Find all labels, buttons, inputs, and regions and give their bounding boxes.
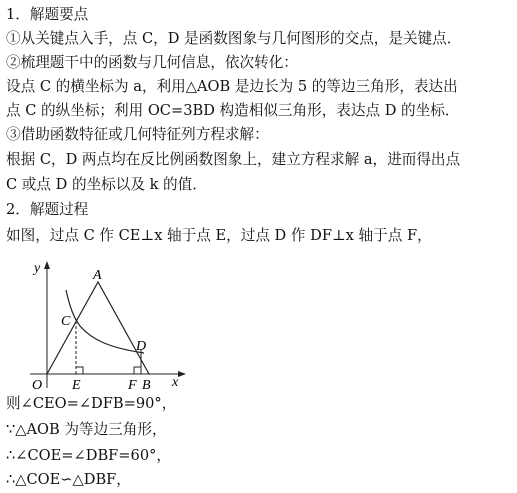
label-o: O: [32, 378, 43, 391]
geometry-figure: [22, 256, 192, 391]
section1-point2: ②梳理题干中的函数与几何信息，依次转化：: [6, 54, 298, 71]
label-c: C: [61, 314, 71, 329]
x-axis-arrow: [178, 371, 186, 377]
section1-point3: ③借助函数特征或几何特征列方程求解：: [6, 126, 269, 143]
label-f: F: [128, 378, 137, 391]
label-x: x: [172, 375, 179, 390]
section1-line7: C 或点 D 的坐标以及 k 的值．: [6, 176, 207, 193]
section1-line3: 设点 C 的横坐标为 a，利用△AOB 是边长为 5 的等边三角形，表达出: [6, 78, 458, 95]
label-b: B: [142, 378, 151, 391]
step-3: ∴∠COE=∠DBF=60°，: [6, 447, 171, 464]
right-angle-e: [76, 367, 83, 374]
section1-title: 1．解题要点: [6, 6, 89, 23]
label-e: E: [72, 378, 81, 391]
right-angle-f: [134, 367, 141, 374]
section2-intro: 如图，过点 C 作 CE⊥x 轴于点 E，过点 D 作 DF⊥x 轴于点 F，: [6, 227, 432, 244]
step-2: ∵△AOB 为等边三角形，: [6, 421, 167, 438]
y-axis-arrow: [44, 261, 50, 269]
step-1: 则∠CEO=∠DFB=90°，: [6, 395, 177, 412]
step-4: ∴△COE∽△DBF，: [6, 471, 131, 488]
label-y: y: [34, 261, 41, 276]
section2-title: 2．解题过程: [6, 201, 89, 218]
section1-line4: 点 C 的纵坐标；利用 OC=3BD 构造相似三角形，表达点 D 的坐标．: [6, 102, 460, 119]
section1-line6: 根据 C，D 两点均在反比例函数图象上，建立方程求解 a，进而得出点: [6, 151, 461, 168]
section1-point1: ①从关键点入手，点 C，D 是函数图象与几何图形的交点，是关键点．: [6, 30, 462, 47]
label-d: D: [136, 339, 147, 354]
label-a: A: [93, 268, 102, 283]
